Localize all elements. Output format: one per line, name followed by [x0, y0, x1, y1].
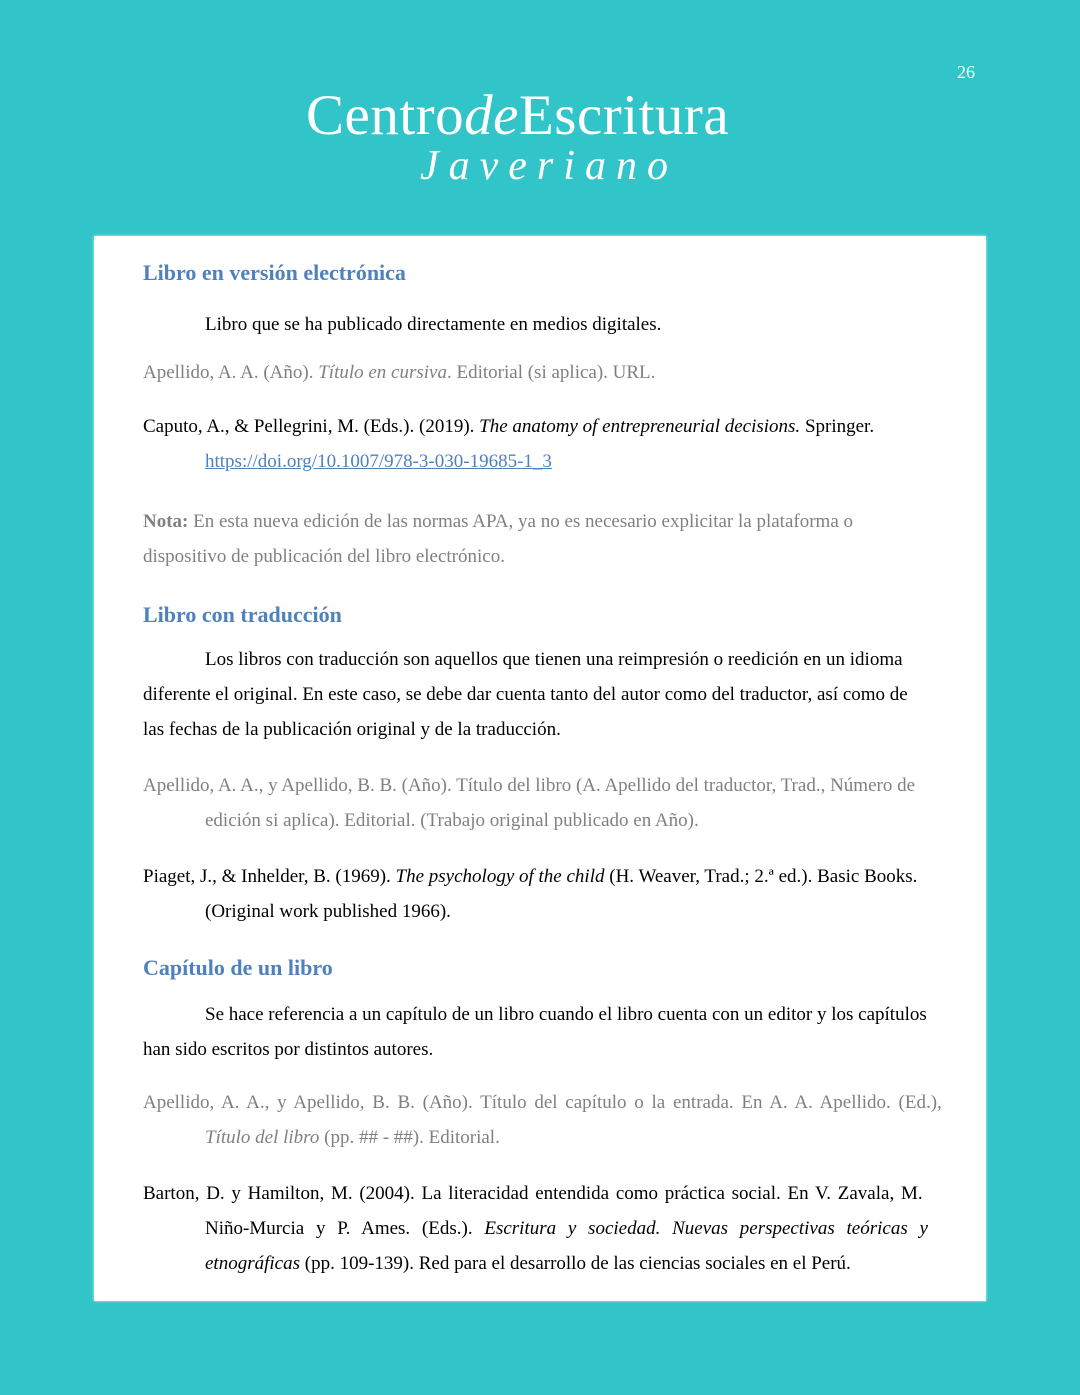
description-libro-electronico: Libro que se ha publicado directamente en medios digitales.	[205, 314, 662, 335]
note-label: Nota:	[143, 511, 189, 532]
page-number: 26	[957, 62, 975, 82]
doi-link[interactable]: https://doi.org/10.1007/978-3-030-19685-1_3	[205, 451, 552, 472]
logo-part-de: de	[464, 84, 519, 147]
logo-subtitle: Javeriano	[420, 143, 678, 189]
example-libro-electronico: Caputo, A., & Pellegrini, M. (Eds.). (2019). The anatomy of entrepreneurial decisions. Springer. https://doi.org/10.1007/978-3-030-19685-1_3	[143, 416, 875, 472]
content-card	[94, 236, 986, 1301]
example-capitulo-libro: Barton, D. y Hamilton, M. (2004). La literacidad entendida como práctica social. En V. Zavala, M. Niño-Murcia y P. Ames. (Eds.). Escritura y sociedad. Nuevas perspectivas teóricas y etnográficas (pp. 109-139). Red para el desarrollo de las ciencias sociales en el Perú.	[143, 1183, 928, 1274]
centro-de-escritura-logo	[300, 84, 790, 188]
logo-part-escritura: Escritura	[518, 84, 730, 147]
logo-title	[300, 84, 790, 148]
heading-capitulo-libro: Capítulo de un libro	[143, 955, 333, 980]
template-libro-traduccion: Apellido, A. A., y Apellido, B. B. (Año). Título del libro (A. Apellido del traductor, Trad., Número de edición si aplica). Editorial. (Trabajo original publicado en Año).	[143, 775, 916, 831]
logo-part-centro: Centro	[306, 84, 465, 147]
heading-libro-traduccion: Libro con traducción	[143, 602, 342, 627]
heading-libro-electronico: Libro en versión electrónica	[143, 260, 406, 285]
description-capitulo-libro: Se hace referencia a un capítulo de un libro cuando el libro cuenta con un editor y los capítulos han sido escritos por distintos autores.	[143, 1004, 927, 1060]
description-libro-traduccion: Los libros con traducción son aquellos que tienen una reimpresión o reedición en un idioma diferente el original. En este caso, se debe dar cuenta tanto del autor como del traductor, así como de las fechas de la publicación original y de la traducción.	[143, 649, 908, 740]
template-libro-electronico: Apellido, A. A. (Año). Título en cursiva. Editorial (si aplica). URL.	[143, 362, 656, 383]
example-libro-traduccion: Piaget, J., & Inhelder, B. (1969). The psychology of the child (H. Weaver, Trad.; 2.ª ed.). Basic Books. (Original work published 1966).	[143, 866, 918, 922]
note-libro-electronico: Nota: En esta nueva edición de las normas APA, ya no es necesario explicitar la plataforma o dispositivo de publicación del libro electrónico.	[143, 511, 854, 567]
template-capitulo-libro: Apellido, A. A., y Apellido, B. B. (Año). Título del capítulo o la entrada. En A. A. Apellido. (Ed.), Título del libro (pp. ## - ##). Editorial.	[143, 1092, 942, 1148]
